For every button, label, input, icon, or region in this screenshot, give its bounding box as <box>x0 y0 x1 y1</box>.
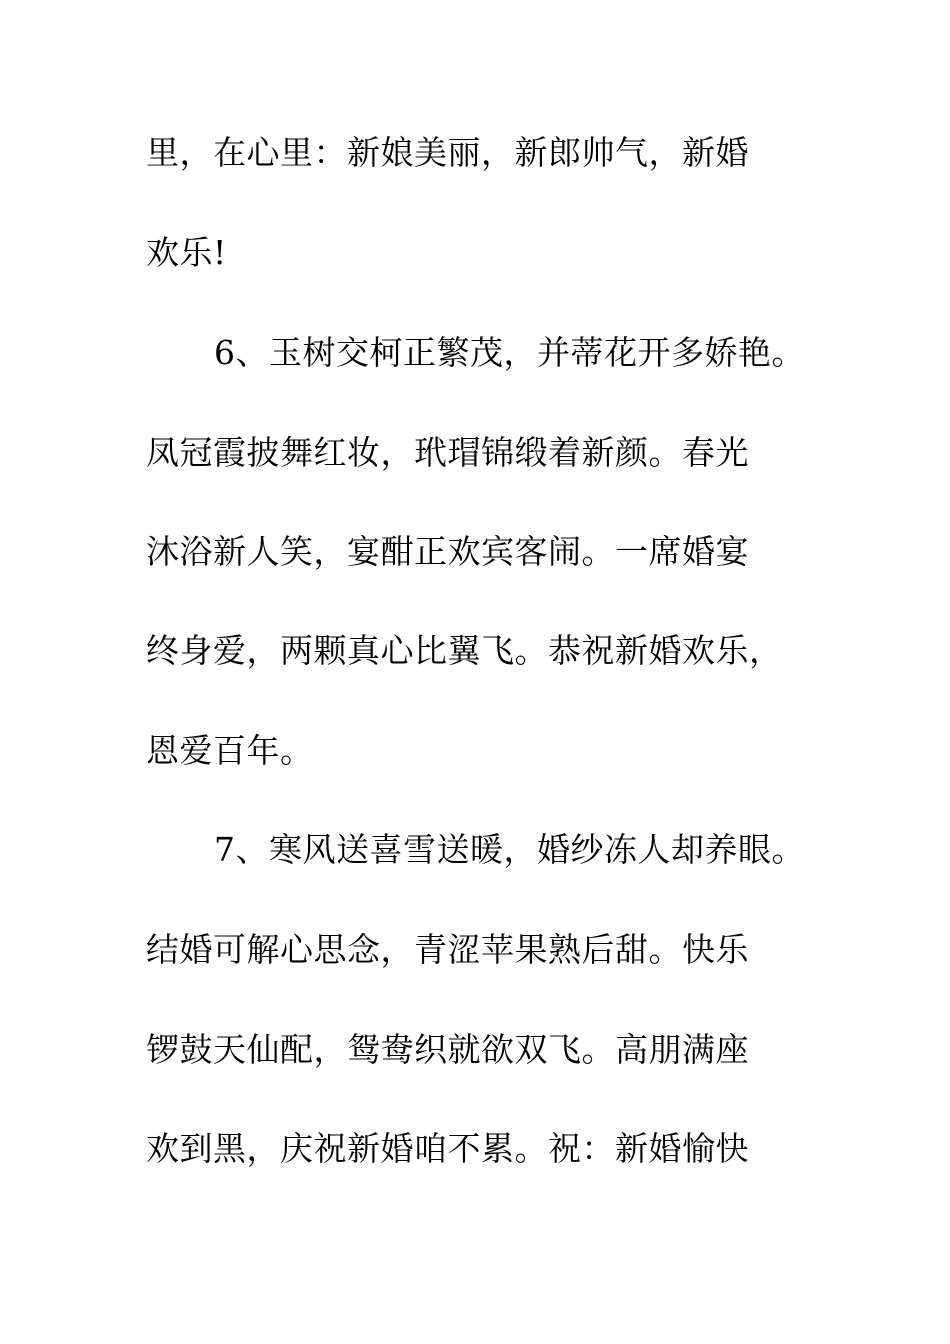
text-line: 结婚可解心思念，青涩苹果熟后甜。快乐 <box>146 930 749 969</box>
text-line: 凤冠霞披舞红妆，玳瑁锦缎着新颜。春光 <box>146 433 749 472</box>
text-line: 欢乐! <box>146 233 227 272</box>
text-line: 里，在心里：新娘美丽，新郎帅气，新婚 <box>146 133 749 172</box>
text-line: 终身爱，两颗真心比翼飞。恭祝新婚欢乐， <box>146 631 783 670</box>
paragraph-start-line: 6、玉树交柯正繁茂，并蒂花开多娇艳。 <box>214 333 805 372</box>
paragraph-start-line: 7、寒风送喜雪送暖，婚纱冻人却养眼。 <box>214 830 805 869</box>
text-line: 欢到黑，庆祝新婚咱不累。祝：新婚愉快 <box>146 1129 749 1168</box>
text-line: 恩爱百年。 <box>146 731 314 770</box>
text-line: 沐浴新人笑，宴酣正欢宾客闹。一席婚宴 <box>146 532 749 571</box>
text-line: 锣鼓天仙配，鸳鸯织就欲双飞。高朋满座 <box>146 1030 749 1069</box>
